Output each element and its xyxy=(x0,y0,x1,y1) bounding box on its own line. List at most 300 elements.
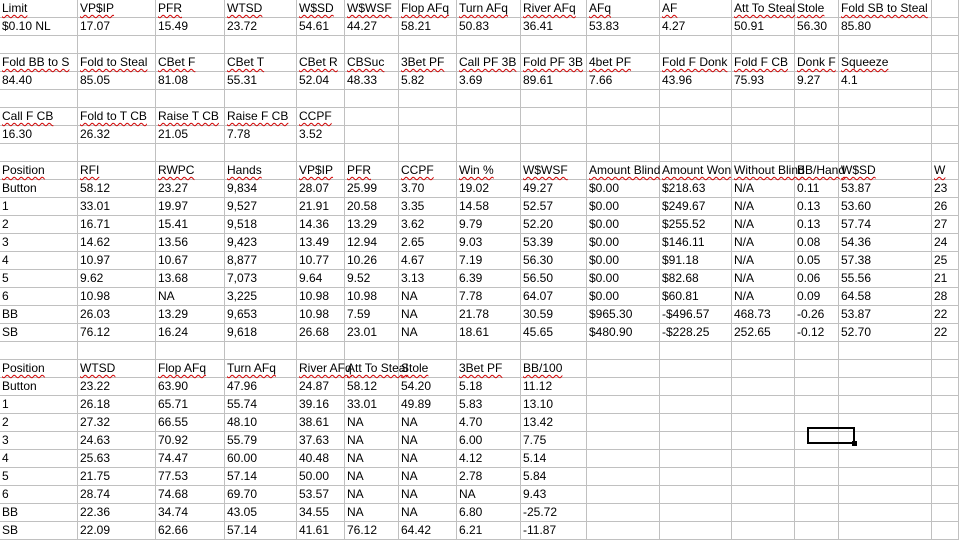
sheet-cell[interactable] xyxy=(225,144,297,162)
sheet-cell[interactable]: 25 xyxy=(932,252,959,270)
sheet-cell[interactable] xyxy=(932,72,959,90)
sheet-cell[interactable]: 14.62 xyxy=(78,234,156,252)
sheet-cell[interactable]: $0.10 NL xyxy=(0,18,78,36)
sheet-cell[interactable]: N/A xyxy=(732,198,795,216)
sheet-cell[interactable]: $965.30 xyxy=(587,306,660,324)
sheet-cell[interactable] xyxy=(932,90,959,108)
sheet-cell[interactable]: 1 xyxy=(0,198,78,216)
sheet-cell[interactable]: WTSD xyxy=(225,0,297,18)
sheet-cell[interactable] xyxy=(795,468,839,486)
sheet-cell[interactable]: 57.14 xyxy=(225,522,297,540)
sheet-cell[interactable] xyxy=(587,144,660,162)
sheet-cell[interactable]: 57.74 xyxy=(839,216,932,234)
sheet-cell[interactable]: 70.92 xyxy=(156,432,225,450)
sheet-cell[interactable]: 6.00 xyxy=(457,432,521,450)
sheet-cell[interactable]: NA xyxy=(399,288,457,306)
sheet-cell[interactable]: 16.71 xyxy=(78,216,156,234)
sheet-cell[interactable]: $218.63 xyxy=(660,180,732,198)
sheet-cell[interactable]: 4.27 xyxy=(660,18,732,36)
sheet-cell[interactable] xyxy=(839,144,932,162)
sheet-cell[interactable] xyxy=(839,36,932,54)
sheet-cell[interactable] xyxy=(795,342,839,360)
sheet-cell[interactable]: 3.35 xyxy=(399,198,457,216)
sheet-cell[interactable]: 64.07 xyxy=(521,288,587,306)
sheet-cell[interactable] xyxy=(0,144,78,162)
sheet-cell[interactable]: NA xyxy=(399,324,457,342)
sheet-cell[interactable] xyxy=(345,90,399,108)
sheet-cell[interactable]: Fold F Donk xyxy=(660,54,732,72)
sheet-cell[interactable] xyxy=(839,108,932,126)
sheet-cell[interactable]: 4.70 xyxy=(457,414,521,432)
sheet-cell[interactable]: 53.39 xyxy=(521,234,587,252)
sheet-cell[interactable] xyxy=(795,108,839,126)
sheet-cell[interactable]: 9.64 xyxy=(297,270,345,288)
sheet-cell[interactable] xyxy=(345,108,399,126)
sheet-cell[interactable] xyxy=(587,378,660,396)
sheet-cell[interactable]: RWPC xyxy=(156,162,225,180)
sheet-cell[interactable] xyxy=(732,126,795,144)
sheet-cell[interactable]: 4 xyxy=(0,450,78,468)
sheet-cell[interactable]: 10.26 xyxy=(345,252,399,270)
sheet-cell[interactable]: 7.59 xyxy=(345,306,399,324)
sheet-cell[interactable] xyxy=(0,36,78,54)
sheet-cell[interactable]: 7.78 xyxy=(457,288,521,306)
sheet-cell[interactable] xyxy=(732,396,795,414)
sheet-cell[interactable]: 2.78 xyxy=(457,468,521,486)
sheet-cell[interactable] xyxy=(660,144,732,162)
sheet-cell[interactable]: 5.14 xyxy=(521,450,587,468)
sheet-cell[interactable]: BB xyxy=(0,306,78,324)
sheet-cell[interactable]: 23 xyxy=(932,180,959,198)
sheet-cell[interactable] xyxy=(345,36,399,54)
sheet-cell[interactable] xyxy=(795,126,839,144)
sheet-cell[interactable]: VP$IP xyxy=(297,162,345,180)
sheet-cell[interactable]: $0.00 xyxy=(587,180,660,198)
sheet-cell[interactable]: 13.29 xyxy=(345,216,399,234)
sheet-cell[interactable]: $0.00 xyxy=(587,270,660,288)
sheet-cell[interactable] xyxy=(795,504,839,522)
sheet-cell[interactable]: 10.98 xyxy=(297,288,345,306)
sheet-cell[interactable] xyxy=(399,90,457,108)
sheet-cell[interactable] xyxy=(660,108,732,126)
sheet-cell[interactable]: 4 xyxy=(0,252,78,270)
sheet-cell[interactable] xyxy=(297,90,345,108)
sheet-cell[interactable]: NA xyxy=(399,306,457,324)
sheet-cell[interactable]: NA xyxy=(345,486,399,504)
sheet-cell[interactable]: 49.89 xyxy=(399,396,457,414)
sheet-cell[interactable]: NA xyxy=(399,450,457,468)
sheet-cell[interactable]: 22.09 xyxy=(78,522,156,540)
sheet-cell[interactable]: 5.83 xyxy=(457,396,521,414)
sheet-cell[interactable] xyxy=(660,396,732,414)
sheet-cell[interactable] xyxy=(732,378,795,396)
sheet-cell[interactable]: Fold BB to S xyxy=(0,54,78,72)
sheet-cell[interactable]: CBet T xyxy=(225,54,297,72)
sheet-cell[interactable] xyxy=(521,36,587,54)
sheet-cell[interactable] xyxy=(345,144,399,162)
sheet-cell[interactable]: 22.36 xyxy=(78,504,156,522)
sheet-cell[interactable] xyxy=(795,378,839,396)
sheet-cell[interactable]: -25.72 xyxy=(521,504,587,522)
sheet-cell[interactable]: 18.61 xyxy=(457,324,521,342)
sheet-cell[interactable]: 53.87 xyxy=(839,180,932,198)
sheet-cell[interactable]: NA xyxy=(345,468,399,486)
sheet-cell[interactable]: 6.21 xyxy=(457,522,521,540)
sheet-cell[interactable]: 6.80 xyxy=(457,504,521,522)
sheet-cell[interactable]: 30.59 xyxy=(521,306,587,324)
sheet-cell[interactable] xyxy=(345,126,399,144)
sheet-cell[interactable]: 50.00 xyxy=(297,468,345,486)
sheet-cell[interactable]: W$WSF xyxy=(521,162,587,180)
sheet-cell[interactable]: 3.52 xyxy=(297,126,345,144)
sheet-cell[interactable] xyxy=(457,36,521,54)
sheet-cell[interactable]: 0.05 xyxy=(795,252,839,270)
sheet-cell[interactable] xyxy=(732,486,795,504)
sheet-cell[interactable]: 13.42 xyxy=(521,414,587,432)
sheet-cell[interactable] xyxy=(732,432,795,450)
sheet-cell[interactable] xyxy=(932,522,959,540)
sheet-cell[interactable]: 7,073 xyxy=(225,270,297,288)
sheet-cell[interactable]: 57.38 xyxy=(839,252,932,270)
sheet-cell[interactable]: N/A xyxy=(732,234,795,252)
sheet-cell[interactable] xyxy=(156,36,225,54)
sheet-cell[interactable]: 3.70 xyxy=(399,180,457,198)
sheet-cell[interactable]: $82.68 xyxy=(660,270,732,288)
sheet-cell[interactable] xyxy=(932,504,959,522)
sheet-cell[interactable]: 54.20 xyxy=(399,378,457,396)
sheet-cell[interactable]: 13.10 xyxy=(521,396,587,414)
sheet-cell[interactable]: NA xyxy=(399,414,457,432)
sheet-cell[interactable] xyxy=(297,36,345,54)
sheet-cell[interactable]: N/A xyxy=(732,216,795,234)
sheet-cell[interactable] xyxy=(521,126,587,144)
sheet-cell[interactable] xyxy=(932,18,959,36)
sheet-cell[interactable]: 25.63 xyxy=(78,450,156,468)
sheet-cell[interactable] xyxy=(932,342,959,360)
sheet-cell[interactable]: $0.00 xyxy=(587,216,660,234)
active-cell-selection[interactable] xyxy=(807,427,855,444)
sheet-cell[interactable] xyxy=(732,504,795,522)
sheet-cell[interactable] xyxy=(732,90,795,108)
sheet-cell[interactable]: 52.04 xyxy=(297,72,345,90)
sheet-cell[interactable]: 28.74 xyxy=(78,486,156,504)
sheet-cell[interactable]: NA xyxy=(399,486,457,504)
sheet-cell[interactable]: 47.96 xyxy=(225,378,297,396)
sheet-cell[interactable]: 10.67 xyxy=(156,252,225,270)
sheet-cell[interactable]: Squeeze xyxy=(839,54,932,72)
sheet-cell[interactable]: 55.31 xyxy=(225,72,297,90)
sheet-cell[interactable]: -$228.25 xyxy=(660,324,732,342)
sheet-cell[interactable] xyxy=(587,126,660,144)
sheet-cell[interactable]: 10.98 xyxy=(297,306,345,324)
sheet-cell[interactable]: 0.08 xyxy=(795,234,839,252)
sheet-cell[interactable]: 22 xyxy=(932,324,959,342)
sheet-cell[interactable]: 15.49 xyxy=(156,18,225,36)
sheet-cell[interactable]: NA xyxy=(345,450,399,468)
sheet-cell[interactable] xyxy=(732,342,795,360)
sheet-cell[interactable]: 4.67 xyxy=(399,252,457,270)
sheet-cell[interactable]: 19.97 xyxy=(156,198,225,216)
sheet-cell[interactable]: Turn AFq xyxy=(457,0,521,18)
sheet-cell[interactable]: 60.00 xyxy=(225,450,297,468)
sheet-cell[interactable] xyxy=(521,342,587,360)
sheet-cell[interactable]: 9,527 xyxy=(225,198,297,216)
sheet-cell[interactable]: 52.20 xyxy=(521,216,587,234)
sheet-cell[interactable]: W xyxy=(932,162,959,180)
sheet-cell[interactable]: 9.79 xyxy=(457,216,521,234)
sheet-cell[interactable]: 26.03 xyxy=(78,306,156,324)
sheet-cell[interactable]: 66.55 xyxy=(156,414,225,432)
sheet-cell[interactable]: VP$IP xyxy=(78,0,156,18)
sheet-cell[interactable]: SB xyxy=(0,522,78,540)
sheet-cell[interactable] xyxy=(839,486,932,504)
sheet-cell[interactable] xyxy=(345,342,399,360)
sheet-cell[interactable]: PFR xyxy=(156,0,225,18)
sheet-cell[interactable]: CCPF xyxy=(399,162,457,180)
fill-handle[interactable] xyxy=(852,441,857,446)
sheet-cell[interactable]: 3,225 xyxy=(225,288,297,306)
sheet-cell[interactable]: 53.57 xyxy=(297,486,345,504)
sheet-cell[interactable]: -0.26 xyxy=(795,306,839,324)
sheet-cell[interactable] xyxy=(399,342,457,360)
sheet-cell[interactable]: 3.13 xyxy=(399,270,457,288)
sheet-cell[interactable]: 28 xyxy=(932,288,959,306)
sheet-cell[interactable]: $249.67 xyxy=(660,198,732,216)
sheet-cell[interactable]: 26.68 xyxy=(297,324,345,342)
sheet-cell[interactable]: 9,423 xyxy=(225,234,297,252)
sheet-cell[interactable]: 85.05 xyxy=(78,72,156,90)
sheet-cell[interactable]: PFR xyxy=(345,162,399,180)
sheet-cell[interactable] xyxy=(732,522,795,540)
sheet-cell[interactable]: 74.47 xyxy=(156,450,225,468)
sheet-cell[interactable]: 9.52 xyxy=(345,270,399,288)
sheet-cell[interactable]: Flop AFq xyxy=(399,0,457,18)
sheet-cell[interactable]: 62.66 xyxy=(156,522,225,540)
sheet-cell[interactable]: -11.87 xyxy=(521,522,587,540)
sheet-cell[interactable] xyxy=(660,414,732,432)
sheet-cell[interactable] xyxy=(587,396,660,414)
sheet-cell[interactable]: 76.12 xyxy=(345,522,399,540)
sheet-cell[interactable]: 9,518 xyxy=(225,216,297,234)
sheet-cell[interactable]: 38.61 xyxy=(297,414,345,432)
sheet-cell[interactable] xyxy=(78,144,156,162)
sheet-cell[interactable]: 0.09 xyxy=(795,288,839,306)
sheet-cell[interactable] xyxy=(839,522,932,540)
sheet-cell[interactable] xyxy=(839,360,932,378)
sheet-cell[interactable]: 11.12 xyxy=(521,378,587,396)
sheet-cell[interactable] xyxy=(587,108,660,126)
sheet-cell[interactable]: 34.74 xyxy=(156,504,225,522)
sheet-cell[interactable]: 23.27 xyxy=(156,180,225,198)
sheet-cell[interactable]: 27.32 xyxy=(78,414,156,432)
sheet-cell[interactable]: 50.91 xyxy=(732,18,795,36)
sheet-cell[interactable]: 39.16 xyxy=(297,396,345,414)
sheet-cell[interactable]: 23.72 xyxy=(225,18,297,36)
sheet-cell[interactable]: 63.90 xyxy=(156,378,225,396)
sheet-cell[interactable] xyxy=(795,36,839,54)
sheet-cell[interactable]: 17.07 xyxy=(78,18,156,36)
sheet-cell[interactable]: 9.27 xyxy=(795,72,839,90)
sheet-cell[interactable]: 43.96 xyxy=(660,72,732,90)
sheet-cell[interactable] xyxy=(156,342,225,360)
sheet-cell[interactable] xyxy=(399,108,457,126)
sheet-cell[interactable]: Position xyxy=(0,360,78,378)
sheet-cell[interactable] xyxy=(795,90,839,108)
sheet-cell[interactable]: 3 xyxy=(0,234,78,252)
sheet-cell[interactable]: 24 xyxy=(932,234,959,252)
sheet-cell[interactable]: 55.79 xyxy=(225,432,297,450)
sheet-cell[interactable]: Raise F CB xyxy=(225,108,297,126)
sheet-cell[interactable] xyxy=(932,144,959,162)
sheet-cell[interactable]: 6 xyxy=(0,486,78,504)
sheet-cell[interactable]: Fold F CB xyxy=(732,54,795,72)
sheet-cell[interactable]: Fold to T CB xyxy=(78,108,156,126)
sheet-cell[interactable]: Call F CB xyxy=(0,108,78,126)
sheet-cell[interactable] xyxy=(839,504,932,522)
sheet-cell[interactable]: Button xyxy=(0,180,78,198)
sheet-cell[interactable] xyxy=(732,360,795,378)
sheet-cell[interactable]: 0.06 xyxy=(795,270,839,288)
sheet-cell[interactable]: 56.50 xyxy=(521,270,587,288)
sheet-cell[interactable]: SB xyxy=(0,324,78,342)
sheet-cell[interactable] xyxy=(839,396,932,414)
sheet-cell[interactable] xyxy=(795,486,839,504)
sheet-cell[interactable]: Flop AFq xyxy=(156,360,225,378)
sheet-cell[interactable]: AFq xyxy=(587,0,660,18)
sheet-cell[interactable] xyxy=(795,522,839,540)
sheet-cell[interactable] xyxy=(399,126,457,144)
sheet-cell[interactable]: 13.68 xyxy=(156,270,225,288)
sheet-cell[interactable]: 81.08 xyxy=(156,72,225,90)
sheet-cell[interactable] xyxy=(795,360,839,378)
sheet-cell[interactable] xyxy=(0,90,78,108)
sheet-cell[interactable]: 64.42 xyxy=(399,522,457,540)
sheet-cell[interactable]: 9.03 xyxy=(457,234,521,252)
sheet-cell[interactable]: 58.12 xyxy=(345,378,399,396)
sheet-cell[interactable] xyxy=(399,144,457,162)
sheet-cell[interactable]: 48.10 xyxy=(225,414,297,432)
sheet-cell[interactable]: 41.61 xyxy=(297,522,345,540)
sheet-cell[interactable] xyxy=(932,378,959,396)
sheet-cell[interactable]: Position xyxy=(0,162,78,180)
sheet-cell[interactable]: -$496.57 xyxy=(660,306,732,324)
sheet-cell[interactable]: 24.63 xyxy=(78,432,156,450)
sheet-cell[interactable]: 53.60 xyxy=(839,198,932,216)
sheet-cell[interactable] xyxy=(932,108,959,126)
sheet-cell[interactable]: 0.13 xyxy=(795,198,839,216)
sheet-cell[interactable]: 252.65 xyxy=(732,324,795,342)
sheet-cell[interactable]: 43.05 xyxy=(225,504,297,522)
sheet-cell[interactable]: 3.62 xyxy=(399,216,457,234)
sheet-cell[interactable]: 15.41 xyxy=(156,216,225,234)
sheet-cell[interactable]: 14.36 xyxy=(297,216,345,234)
sheet-cell[interactable] xyxy=(795,144,839,162)
sheet-cell[interactable] xyxy=(732,450,795,468)
sheet-cell[interactable] xyxy=(932,414,959,432)
sheet-cell[interactable] xyxy=(660,432,732,450)
sheet-cell[interactable]: 28.07 xyxy=(297,180,345,198)
sheet-cell[interactable]: 55.56 xyxy=(839,270,932,288)
sheet-cell[interactable]: N/A xyxy=(732,288,795,306)
sheet-cell[interactable]: CBet F xyxy=(156,54,225,72)
sheet-cell[interactable] xyxy=(932,36,959,54)
sheet-cell[interactable]: 54.36 xyxy=(839,234,932,252)
sheet-cell[interactable]: N/A xyxy=(732,180,795,198)
sheet-cell[interactable]: BB/100 xyxy=(521,360,587,378)
sheet-cell[interactable] xyxy=(587,414,660,432)
sheet-cell[interactable]: 26 xyxy=(932,198,959,216)
sheet-cell[interactable] xyxy=(932,54,959,72)
sheet-cell[interactable]: 40.48 xyxy=(297,450,345,468)
sheet-cell[interactable] xyxy=(660,468,732,486)
sheet-cell[interactable]: Without Blind xyxy=(732,162,795,180)
sheet-cell[interactable]: Donk F xyxy=(795,54,839,72)
sheet-cell[interactable] xyxy=(78,90,156,108)
sheet-cell[interactable] xyxy=(225,90,297,108)
sheet-cell[interactable]: Raise T CB xyxy=(156,108,225,126)
sheet-cell[interactable]: 69.70 xyxy=(225,486,297,504)
sheet-cell[interactable]: NA xyxy=(345,414,399,432)
sheet-cell[interactable] xyxy=(660,486,732,504)
sheet-cell[interactable]: 5 xyxy=(0,270,78,288)
sheet-cell[interactable]: $0.00 xyxy=(587,288,660,306)
sheet-cell[interactable] xyxy=(521,108,587,126)
sheet-cell[interactable] xyxy=(839,90,932,108)
sheet-cell[interactable]: 55.74 xyxy=(225,396,297,414)
sheet-cell[interactable] xyxy=(156,144,225,162)
sheet-cell[interactable]: 52.57 xyxy=(521,198,587,216)
sheet-cell[interactable]: 6.39 xyxy=(457,270,521,288)
sheet-cell[interactable]: Hands xyxy=(225,162,297,180)
sheet-cell[interactable] xyxy=(78,36,156,54)
sheet-cell[interactable] xyxy=(587,486,660,504)
sheet-cell[interactable]: $91.18 xyxy=(660,252,732,270)
sheet-cell[interactable]: $0.00 xyxy=(587,234,660,252)
sheet-cell[interactable] xyxy=(587,432,660,450)
sheet-cell[interactable]: Win % xyxy=(457,162,521,180)
sheet-cell[interactable]: 10.98 xyxy=(345,288,399,306)
sheet-cell[interactable] xyxy=(587,90,660,108)
sheet-cell[interactable]: 33.01 xyxy=(345,396,399,414)
sheet-cell[interactable]: 0.11 xyxy=(795,180,839,198)
sheet-cell[interactable]: 37.63 xyxy=(297,432,345,450)
sheet-cell[interactable]: 6 xyxy=(0,288,78,306)
sheet-cell[interactable]: 4.1 xyxy=(839,72,932,90)
sheet-cell[interactable]: 2 xyxy=(0,216,78,234)
sheet-cell[interactable]: $146.11 xyxy=(660,234,732,252)
sheet-cell[interactable]: RFI xyxy=(78,162,156,180)
sheet-cell[interactable]: 53.83 xyxy=(587,18,660,36)
sheet-cell[interactable] xyxy=(795,450,839,468)
sheet-cell[interactable]: NA xyxy=(156,288,225,306)
sheet-cell[interactable] xyxy=(839,126,932,144)
sheet-cell[interactable] xyxy=(660,342,732,360)
sheet-cell[interactable] xyxy=(839,342,932,360)
sheet-cell[interactable] xyxy=(932,450,959,468)
sheet-cell[interactable]: NA xyxy=(345,432,399,450)
sheet-cell[interactable] xyxy=(795,396,839,414)
sheet-cell[interactable]: 9,834 xyxy=(225,180,297,198)
sheet-cell[interactable]: 3.69 xyxy=(457,72,521,90)
sheet-cell[interactable]: 24.87 xyxy=(297,378,345,396)
sheet-cell[interactable]: 44.27 xyxy=(345,18,399,36)
sheet-cell[interactable]: 36.41 xyxy=(521,18,587,36)
sheet-cell[interactable] xyxy=(457,90,521,108)
sheet-cell[interactable]: 16.24 xyxy=(156,324,225,342)
sheet-cell[interactable]: 16.30 xyxy=(0,126,78,144)
sheet-cell[interactable]: N/A xyxy=(732,252,795,270)
sheet-cell[interactable] xyxy=(660,126,732,144)
